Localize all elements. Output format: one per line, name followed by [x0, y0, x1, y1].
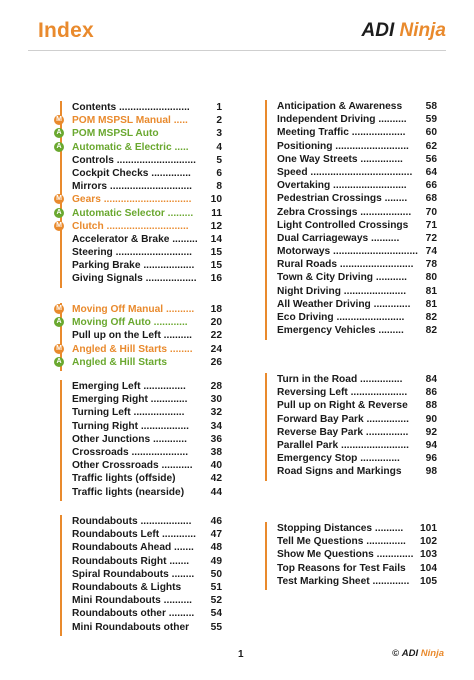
index-entry: [265, 245, 437, 258]
entry-title: Cockpit Checks ..............: [72, 167, 191, 179]
entry-title: Spiral Roundabouts ........: [72, 568, 195, 580]
entry-page-number: 78: [425, 259, 437, 271]
entry-page-number: 70: [425, 206, 437, 218]
entry-title: Parallel Park ........................: [277, 439, 409, 451]
entry-title: Positioning ..........................: [277, 140, 409, 152]
entry-title: Other Junctions ............: [72, 433, 187, 445]
index-entry: [60, 594, 222, 607]
entry-page-number: 102: [420, 536, 437, 548]
automatic-badge-icon: A: [54, 317, 64, 327]
index-entry: [265, 413, 437, 426]
index-entry: [60, 528, 222, 541]
index-entry: [56, 316, 222, 329]
left-index-group: [60, 380, 222, 501]
entry-page-number: 94: [425, 439, 437, 451]
entry-page-number: 74: [425, 246, 437, 258]
entry-title: Overtaking ..........................: [277, 180, 407, 192]
entry-page-number: 15: [210, 247, 222, 259]
entry-title: Independent Driving ..........: [277, 114, 407, 126]
entry-page-number: 10: [210, 194, 222, 206]
entry-page-number: 84: [425, 374, 437, 385]
index-entry: [56, 220, 222, 233]
index-entry: [265, 179, 437, 192]
entry-title: Contents .........................: [72, 102, 190, 113]
index-entry: [60, 101, 222, 114]
entry-page-number: 16: [210, 273, 222, 285]
automatic-badge-icon: A: [54, 128, 64, 138]
entry-title: Town & City Driving ...........: [277, 272, 407, 284]
index-entry: [60, 621, 222, 634]
index-entry: [265, 386, 437, 399]
entry-title: Emergency Stop ..............: [277, 453, 400, 465]
logo-ninja-text: Ninja: [399, 20, 446, 41]
index-entry: [265, 153, 437, 166]
index-entry: [56, 207, 222, 220]
automatic-badge-icon: A: [54, 208, 64, 218]
entry-page-number: 46: [210, 516, 222, 527]
entry-page-number: 28: [210, 381, 222, 392]
entry-title: Pull up on the Left ..........: [72, 330, 192, 342]
index-entry: [265, 439, 437, 452]
index-entry: [60, 446, 222, 459]
entry-page-number: 72: [425, 232, 437, 244]
index-entry: [56, 193, 222, 206]
index-entry: [60, 154, 222, 167]
entry-page-number: 90: [425, 413, 437, 425]
entry-page-number: 105: [420, 575, 437, 587]
left-index-group: [56, 101, 222, 288]
entry-page-number: 96: [425, 453, 437, 465]
index-entry: [265, 562, 437, 575]
index-entry: [60, 555, 222, 568]
automatic-badge-icon: A: [54, 142, 64, 152]
index-entry: [265, 426, 437, 439]
entry-page-number: 3: [216, 128, 222, 140]
entry-page-number: 52: [210, 595, 222, 607]
index-entry: [265, 258, 437, 271]
header-divider: [28, 50, 446, 51]
entry-title: Rural Roads ..........................: [277, 259, 414, 271]
manual-badge-icon: M: [54, 221, 64, 231]
index-entry: [60, 272, 222, 285]
entry-title: Zebra Crossings ..................: [277, 206, 412, 218]
footer-logo-ninja: Ninja: [420, 648, 444, 659]
index-entry: [60, 246, 222, 259]
index-entry: [60, 393, 222, 406]
entry-page-number: 48: [210, 542, 222, 554]
entry-page-number: 55: [210, 621, 222, 633]
entry-title: Emerging Left ...............: [72, 381, 186, 392]
index-entry: [265, 399, 437, 412]
index-entry: [56, 141, 222, 154]
manual-badge-icon: M: [54, 304, 64, 314]
index-entry: [265, 298, 437, 311]
entry-page-number: 2: [216, 115, 222, 127]
entry-page-number: 4: [216, 141, 222, 153]
entry-page-number: 5: [216, 154, 222, 166]
index-entry: [60, 515, 222, 528]
entry-page-number: 26: [210, 356, 222, 368]
entry-title: Night Driving ......................: [277, 285, 407, 297]
manual-badge-icon: M: [54, 194, 64, 204]
entry-page-number: 68: [425, 193, 437, 205]
entry-page-number: 80: [425, 272, 437, 284]
entry-title: Pull up on Right & Reverse: [277, 400, 408, 412]
index-entry: [60, 459, 222, 472]
index-entry: [60, 233, 222, 246]
entry-title: Roundabouts Left ............: [72, 529, 196, 541]
footer-logo: [392, 648, 444, 659]
entry-title: Emergency Vehicles .........: [277, 325, 404, 337]
index-entry: [60, 329, 222, 342]
entry-page-number: 81: [425, 285, 437, 297]
entry-page-number: 56: [425, 153, 437, 165]
entry-title: Roundabouts & Lights: [72, 581, 182, 593]
entry-title: Automatic Selector .........: [72, 207, 194, 219]
index-entry: [60, 581, 222, 594]
entry-page-number: 1: [216, 102, 222, 113]
entry-title: One Way Streets ...............: [277, 153, 403, 165]
entry-title: Reverse Bay Park ...............: [277, 426, 409, 438]
index-entry: [265, 192, 437, 205]
entry-page-number: 92: [425, 426, 437, 438]
entry-page-number: 11: [211, 207, 222, 219]
entry-title: Angled & Hill Starts: [72, 356, 168, 368]
right-index-group: [265, 373, 437, 481]
index-entry: [265, 140, 437, 153]
entry-page-number: 32: [210, 407, 222, 419]
entry-page-number: 104: [420, 562, 437, 574]
index-entry: [265, 206, 437, 219]
entry-page-number: 38: [210, 446, 222, 458]
entry-title: Turn in the Road ...............: [277, 374, 403, 385]
entry-page-number: 98: [425, 466, 437, 478]
entry-page-number: 42: [210, 473, 222, 485]
index-entry: [265, 126, 437, 139]
index-entry: [60, 420, 222, 433]
manual-badge-icon: M: [54, 344, 64, 354]
entry-title: All Weather Driving .............: [277, 298, 411, 310]
index-entry: [60, 433, 222, 446]
page-title: Index: [38, 19, 94, 42]
entry-title: Gears ...............................: [72, 194, 192, 206]
entry-title: Forward Bay Park ...............: [277, 413, 409, 425]
adi-ninja-logo: [362, 20, 446, 42]
entry-title: Traffic lights (nearside): [72, 486, 185, 498]
right-index-group: [265, 100, 437, 340]
left-index-group: [60, 515, 222, 636]
entry-title: Top Reasons for Test Fails: [277, 562, 406, 574]
entry-title: Roundabouts Ahead .......: [72, 542, 194, 554]
entry-page-number: 103: [420, 549, 437, 561]
entry-page-number: 34: [210, 420, 222, 432]
index-entry: [265, 232, 437, 245]
entry-page-number: 14: [210, 233, 222, 245]
index-entry: [265, 522, 437, 535]
entry-page-number: 50: [210, 568, 222, 580]
entry-title: Turning Right .................: [72, 420, 189, 432]
entry-title: Crossroads ....................: [72, 446, 189, 458]
index-entry: [60, 259, 222, 272]
entry-page-number: 86: [425, 387, 437, 399]
index-entry: [265, 535, 437, 548]
entry-title: Reversing Left ....................: [277, 387, 408, 399]
index-entry: [56, 343, 222, 356]
entry-page-number: 49: [210, 555, 222, 567]
index-entry: [265, 166, 437, 179]
entry-title: Meeting Traffic ...................: [277, 127, 406, 139]
entry-title: POM MSPSL Manual .....: [72, 115, 188, 127]
index-entry: [60, 541, 222, 554]
index-entry: [265, 452, 437, 465]
entry-page-number: 60: [425, 127, 437, 139]
entry-title: Controls ............................: [72, 154, 196, 166]
entry-title: Steering ...........................: [72, 247, 193, 259]
index-entry: [60, 472, 222, 485]
index-entry: [56, 127, 222, 140]
entry-title: Emerging Right .............: [72, 394, 188, 406]
index-entry: [265, 100, 437, 113]
entry-title: Mini Roundabouts other: [72, 621, 190, 633]
entry-page-number: 81: [425, 298, 437, 310]
entry-page-number: 64: [425, 166, 437, 178]
entry-title: Traffic lights (offside): [72, 473, 176, 485]
entry-title: Roundabouts Right .......: [72, 555, 190, 567]
entry-page-number: 71: [425, 219, 437, 231]
footer-logo-adi: ADI: [401, 648, 419, 659]
entry-page-number: 66: [425, 180, 437, 192]
entry-page-number: 24: [210, 343, 222, 355]
automatic-badge-icon: A: [54, 357, 64, 367]
entry-title: Roundabouts ..................: [72, 516, 192, 527]
index-entry: [265, 324, 437, 337]
index-entry: [265, 285, 437, 298]
entry-title: Mini Roundabouts ..........: [72, 595, 192, 607]
entry-title: Roundabouts other .........: [72, 608, 195, 620]
entry-page-number: 88: [425, 400, 437, 412]
entry-title: Eco Driving ........................: [277, 312, 405, 323]
entry-page-number: 6: [216, 167, 222, 179]
entry-title: Speed ....................................: [277, 166, 413, 178]
entry-page-number: 82: [425, 325, 437, 337]
manual-badge-icon: M: [54, 115, 64, 125]
entry-page-number: 59: [425, 114, 437, 126]
entry-title: Tell Me Questions ..............: [277, 536, 406, 548]
index-entry: [60, 486, 222, 499]
index-entry: [60, 406, 222, 419]
entry-title: Moving Off Manual ..........: [72, 304, 195, 315]
index-entry: [265, 113, 437, 126]
index-entry: [265, 311, 437, 324]
entry-page-number: 62: [425, 140, 437, 152]
index-entry: [265, 271, 437, 284]
entry-title: Other Crossroads ...........: [72, 460, 193, 472]
index-entry: [265, 575, 437, 588]
entry-title: Parking Brake ..................: [72, 260, 195, 272]
entry-title: Pedestrian Crossings ........: [277, 193, 408, 205]
entry-page-number: 36: [210, 433, 222, 445]
index-entry: [60, 180, 222, 193]
right-index-group: [265, 522, 437, 590]
entry-title: Turning Left ..................: [72, 407, 185, 419]
entry-page-number: 54: [210, 608, 222, 620]
entry-page-number: 20: [210, 317, 222, 329]
index-entry: [265, 373, 437, 386]
page-number: 1: [238, 649, 244, 660]
entry-title: Road Signs and Markings: [277, 466, 402, 478]
entry-title: Anticipation & Awareness: [277, 101, 403, 112]
entry-page-number: 101: [420, 523, 437, 534]
entry-title: Clutch .............................: [72, 220, 189, 232]
entry-page-number: 44: [210, 486, 222, 498]
entry-title: POM MSPSL Auto: [72, 128, 159, 140]
entry-page-number: 40: [210, 460, 222, 472]
index-entry: [60, 568, 222, 581]
index-entry: [265, 548, 437, 561]
entry-title: Test Marking Sheet .............: [277, 575, 410, 587]
entry-title: Angled & Hill Starts ........: [72, 343, 193, 355]
entry-page-number: 82: [425, 312, 437, 323]
entry-page-number: 30: [210, 394, 222, 406]
entry-title: Show Me Questions .............: [277, 549, 414, 561]
index-entry: [56, 114, 222, 127]
entry-page-number: 18: [210, 304, 222, 315]
index-entry: [60, 167, 222, 180]
index-entry: [265, 219, 437, 232]
entry-title: Automatic & Electric .....: [72, 141, 189, 153]
entry-title: Light Controlled Crossings: [277, 219, 409, 231]
entry-title: Giving Signals ..................: [72, 273, 197, 285]
entry-page-number: 51: [210, 581, 222, 593]
copyright-symbol: ©: [392, 648, 400, 659]
entry-page-number: 12: [210, 220, 222, 232]
entry-title: Motorways ..............................: [277, 246, 418, 258]
index-entry: [60, 607, 222, 620]
logo-adi-text: ADI: [361, 20, 395, 41]
entry-title: Mirrors .............................: [72, 181, 193, 193]
entry-title: Moving Off Auto ............: [72, 317, 188, 329]
index-entry: [265, 465, 437, 478]
entry-page-number: 15: [210, 260, 222, 272]
index-entry: [60, 380, 222, 393]
entry-page-number: 8: [216, 181, 222, 193]
entry-page-number: 47: [210, 529, 222, 541]
entry-title: Stopping Distances ..........: [277, 523, 404, 534]
entry-page-number: 22: [210, 330, 222, 342]
entry-page-number: 58: [425, 101, 437, 112]
index-entry: [56, 303, 222, 316]
entry-title: Accelerator & Brake .........: [72, 233, 198, 245]
entry-title: Dual Carriageways ..........: [277, 232, 400, 244]
left-index-group: [56, 303, 222, 371]
index-entry: [56, 356, 222, 369]
